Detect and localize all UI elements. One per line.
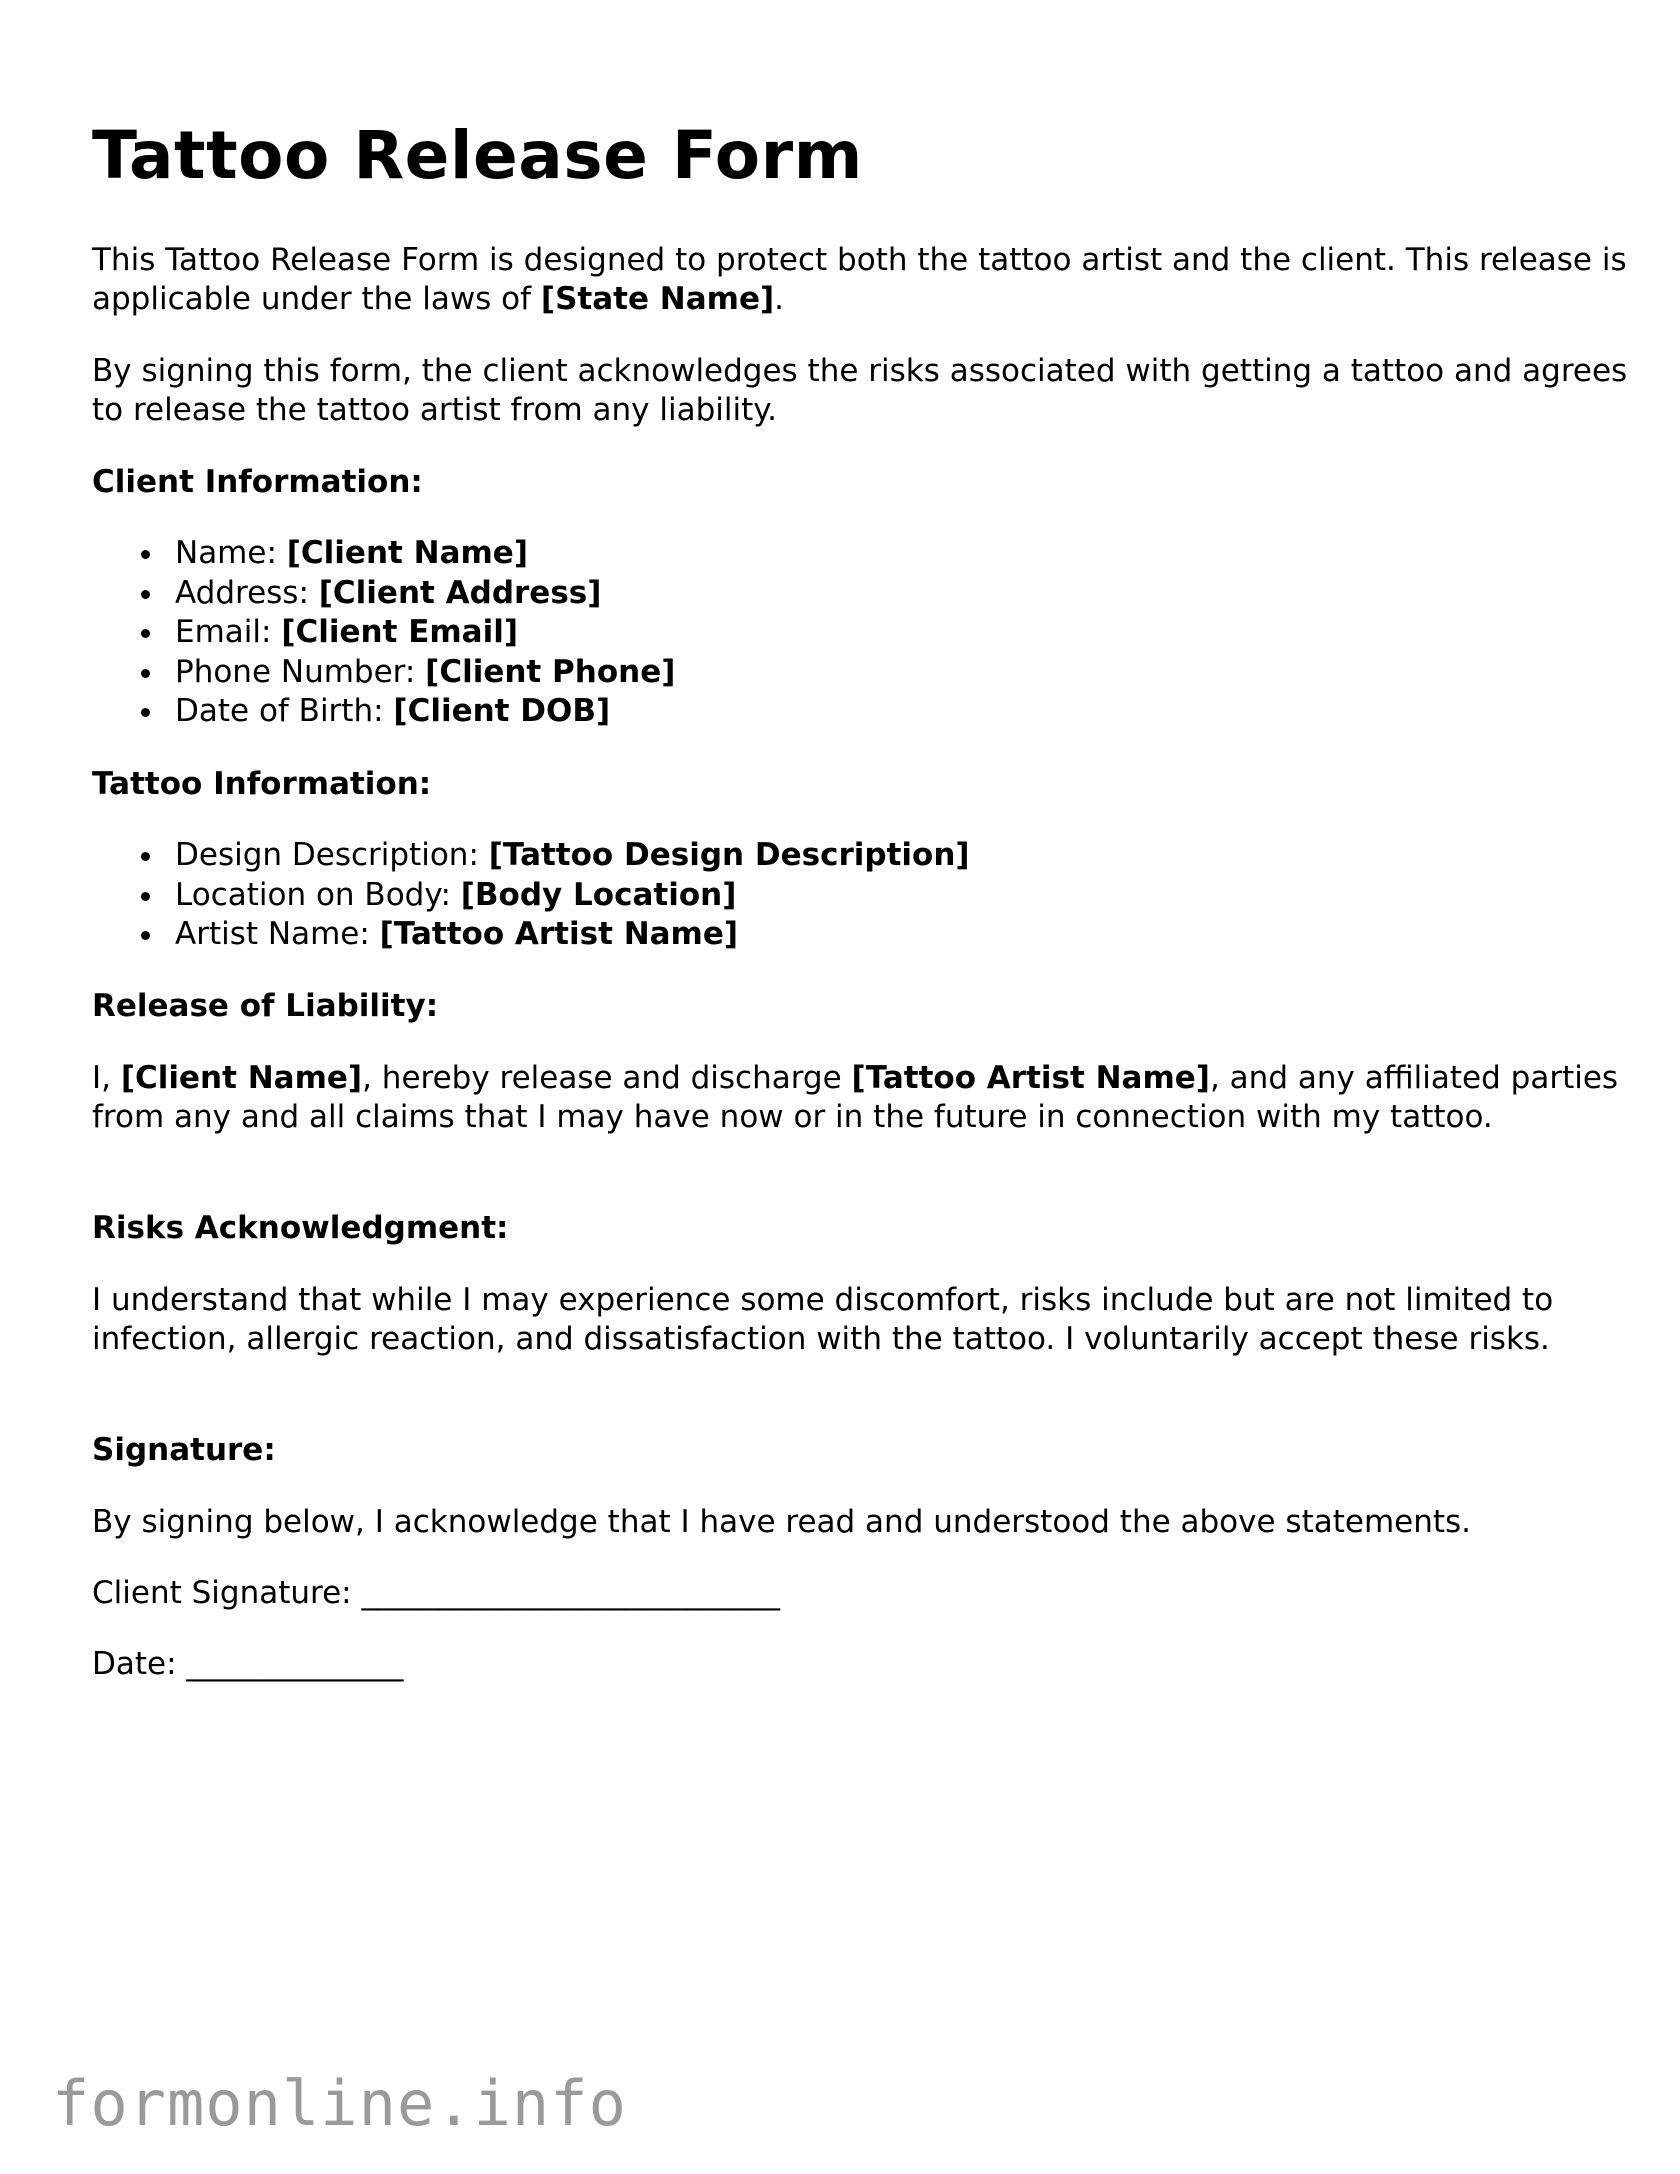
list-item: Location on Body: [Body Location] <box>92 876 970 916</box>
list-item: Email: [Client Email] <box>92 613 675 653</box>
page-title: Tattoo Release Form <box>92 117 863 194</box>
tattoo-information-heading: Tattoo Information: <box>92 766 432 802</box>
client-signature-line[interactable]: Client Signature: ___________________________ <box>92 1575 780 1611</box>
intro-paragraph-1: This Tattoo Release Form is designed to protect both the tattoo artist and the client. This release is applicable under the laws of [State Name]. <box>92 242 1627 317</box>
list-item: Artist Name: [Tattoo Artist Name] <box>92 915 970 955</box>
intro-paragraph-2: By signing this form, the client acknowledges the risks associated with getting a tattoo and agrees to release the tattoo artist from any liability. <box>92 353 1628 428</box>
list-item: Name: [Client Name] <box>92 534 675 574</box>
signature-heading: Signature: <box>92 1432 276 1468</box>
list-item: Date of Birth: [Client DOB] <box>92 692 675 732</box>
client-information-heading: Client Information: <box>92 464 423 500</box>
list-item: Design Description: [Tattoo Design Description] <box>92 836 970 876</box>
list-item: Phone Number: [Client Phone] <box>92 653 675 693</box>
date-line[interactable]: Date: ______________ <box>92 1646 404 1682</box>
tattoo-information-list <box>92 836 970 955</box>
release-paragraph: I, [Client Name], hereby release and discharge [Tattoo Artist Name], and any affiliated parties from any and all claims that I may have now or in the future in connection with my tattoo. <box>92 1060 1619 1135</box>
signature-paragraph: By signing below, I acknowledge that I have read and understood the above statements. <box>92 1504 1472 1540</box>
release-of-liability-heading: Release of Liability: <box>92 988 439 1024</box>
watermark: formonline.info <box>52 2067 627 2140</box>
risks-acknowledgment-heading: Risks Acknowledgment: <box>92 1210 509 1246</box>
client-information-list <box>92 534 675 732</box>
state-name-placeholder: [State Name] <box>540 281 775 317</box>
risks-paragraph: I understand that while I may experience some discomfort, risks include but are not limited to infection, allergic reaction, and dissatisfaction with the tattoo. I voluntarily accept these risks. <box>92 1282 1554 1357</box>
list-item: Address: [Client Address] <box>92 574 675 614</box>
